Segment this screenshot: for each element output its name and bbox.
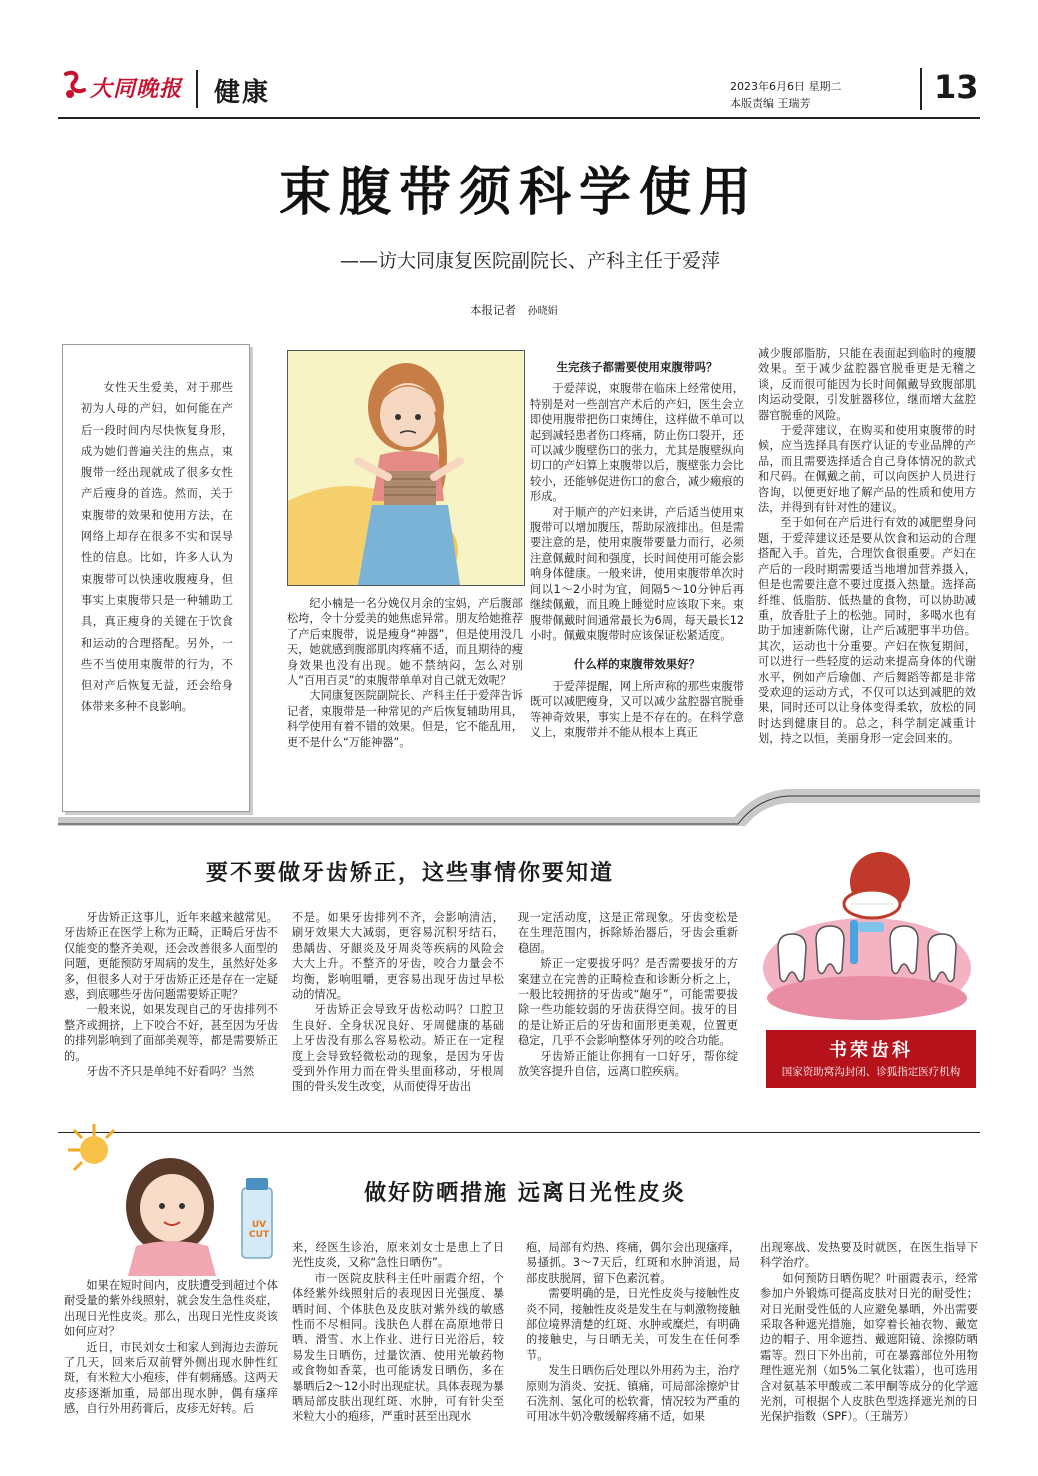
paragraph: 出现寒战、发热要及时就医，在医生指导下科学治疗。 [760, 1241, 978, 1270]
paragraph: 纪小楠是一名分娩仅月余的宝妈，产后腹部松垮，令十分爱美的她焦虑异常。朋友给她推荐了产后束腹带，说是瘦身“神器”，但是使用没几天，她就感到腹部肌肉疼痛不适，而且期待的瘦身效果也没有出现。她不禁纳闷，怎么对别人“百用百灵”的束腹带单单对自己就无效呢？ [287, 597, 523, 688]
section-divider [196, 70, 198, 108]
paragraph: 大同康复医院副院长、产科主任于爱萍告诉记者，束腹带是一种常见的产后恢复辅助用具，科学使用有着不错的效果。但是，它不能乱用，更不是什么“万能神器”。 [287, 689, 523, 749]
paragraph: 来，经医生诊治，原来刘女士是患上了日光性皮炎，又称“急性日晒伤”。 [292, 1241, 504, 1270]
article3-col2 [292, 1240, 504, 1425]
intro-text: 女性天生爱美，对于那些初为人母的产妇，如何能在产后一段时间内尽快恢复身形，成为她们普遍关注的焦点，束腹带一经出现就成了很多女性产后瘦身的首选。然而，关于束腹带的效果和使用方法，在网络上却存在很多不实和误导性的信息。比如，许多人认为束腹带可以快速收腹瘦身，但事实上束腹带只是一种辅助工具，真正瘦身的关键在于饮食和运动的合理搭配。另外，一些不当使用束腹带的行为，不但对产后恢复无益，还会给身体带来多种不良影响。 [81, 381, 233, 714]
dental-illustration [760, 848, 974, 1024]
paragraph: 于爱萍说，束腹带在临床上经常使用，特别是对一些剖宫产术后的产妇，医生会立即使用腹带把伤口束缚住，这样做不单可以起到减轻患者伤口疼痛，防止伤口裂开，还可以减少腹壁伤口的张力，尤其是腹壁纵向切口的产妇算上束腹带以后，腹壁张力会比较小，还能够促进伤口的愈合，减少瘢痕的形成。 [530, 382, 744, 504]
subheading-who-needs: 生完孩子都需要使用束腹带吗？ [556, 360, 718, 374]
paragraph: 矫正一定要拔牙吗？是否需要拔牙的方案建立在完善的正畸检查和诊断分析之上，一般比较拥挤的牙齿或“龅牙”，可能需要拔除一些功能较弱的牙齿获得空间。拔牙的目的是让矫正后的牙齿和面形更美观，位置更稳定，几乎不会影响整体牙列的咬合功能。 [518, 957, 738, 1048]
article1-byline [470, 302, 558, 318]
paragraph: 疱，局部有灼热、疼痛，偶尔会出现瘙痒，易搔抓。3～7天后，红斑和水肿消退，局部皮肤脱屑，留下色素沉着。 [526, 1241, 740, 1285]
subheading-which-works: 什么样的束腹带效果好？ [573, 657, 701, 672]
article3-title: 做好防晒措施 远离日光性皮炎 [364, 1181, 686, 1206]
byline-label: 本报记者 [470, 303, 516, 317]
section-divider-curve [58, 786, 980, 826]
byline-name: 孙晓娟 [527, 306, 558, 317]
paragraph: 对于顺产的产妇来讲，产后适当使用束腹带可以增加腹压，帮助尿液排出。但是需要注意的是，使用束腹带要量力而行，必须注意佩戴时间和强度，长时间使用可能会影响身体健康。一般来讲，使用束腹带单次时间以1～2小时为宜，间隔5～10分钟后再继续佩戴，而且晚上睡觉时应该取下来。束腹带佩戴时间通常最长为6周，每天最长12小时。佩戴束腹带时应该保证松紧适度。 [530, 505, 744, 642]
paragraph: 如果在短时间内，皮肤遭受到超过个体耐受量的紫外线照射，就会发生急性炎症，出现日光性皮炎。那么，出现日光性皮炎该如何应对？ [64, 1279, 278, 1339]
paragraph: 牙齿矫正能让你拥有一口好牙，帮你绽放笑容提升自信，远离口腔疾病。 [518, 1049, 738, 1079]
article3-col1 [64, 1278, 278, 1417]
paragraph: 减少腹部脂肪，只能在表面起到临时的瘦腰效果。至于减少盆腔器官脱垂更是无稽之谈，反而很可能因为长时间佩戴导致腹部肌肉运动受限，引发脏器移位，继而增大盆腔器官脱垂的风险。 [758, 347, 976, 422]
paragraph: 至于如何在产后进行有效的减肥塑身问题，于爱萍建议还是要从饮食和运动的合理搭配入手。首先，合理饮食很重要。产妇在产后的一段时期需要适当地增加营养摄入，但是也需要注意不要过度摄入热量。选择高纤维、低脂肪、低热量的食物，可以协助减重，放香肚子上的松弛。同时，多喝水也有助于加速新陈代谢，让产后减肥事半功倍。其次，运动也十分重要。产妇在恢复期间，可以进行一些轻度的运动来提高身体的代谢水平，例如产后瑜伽、产后舞蹈等都是非常受欢迎的运动方式，不仅可以达到减肥的效果，同时还可以让身体变得柔软，放松的同时达到健康目的。总之，科学制定减重计划，持之以恒，美丽身形一定会回来的。 [758, 516, 976, 746]
paragraph: 牙齿矫正这事儿，近年来越来越常见。牙齿矫正在医学上称为正畸，正畸后牙齿不仅能变的整齐美观，还会改善很多人面型的问题，更能预防牙周病的发生，虽然好处多多，但很多人对于牙齿矫正还是存在一定疑惑，到底哪些牙齿问题需要矫正呢？ [64, 911, 278, 1002]
paragraph: 于爱萍提醒，网上所声称的那些束腹带既可以减肥瘦身，又可以减少盆腔器官脱垂等神奇效果，事实上是不存在的。在科学意义上，束腹带并不能从根本上真正 [530, 679, 744, 739]
article3-col4 [760, 1240, 978, 1425]
paragraph: 牙齿矫正会导致牙齿松动吗？口腔卫生良好、全身状况良好、牙周健康的基础上牙齿没有那么容易松动。矫正在一定程度上会导致轻微松动的现象，是因为牙齿受到外作用力而在骨头里面移动，牙根周围的骨头发生改变，从而使得牙齿出 [292, 1003, 504, 1094]
paragraph: 于爱萍建议，在购买和使用束腹带的时候，应当选择具有医疗认证的专业品牌的产品，而且需要选择适合自己身体情况的款式和尺码。在佩戴之前，可以向医护人员进行咨询，以便更好地了解产品的性质和使用方法，并得到有针对性的建议。 [758, 424, 976, 515]
article2-title: 要不要做牙齿矫正，这些事情你要知道 [205, 861, 614, 886]
masthead [58, 60, 980, 120]
masthead-rule [58, 117, 980, 119]
paragraph: 如何预防日晒伤呢？叶丽霞表示，经常参加户外锻炼可提高皮肤对日光的耐受性；对日光耐受性低的人应避免暴晒，外出需要采取各种遮光措施，如穿着长袖衣物、戴宽边的帽子、用伞遮挡、戴遮阳镜、涂擦防晒霜等。烈日下外出前，可在暴露部位外用物理性遮光剂（如5%二氧化钛霜），也可选用含对氨基苯甲酸或二苯甲酮等成分的化学遮光剂，可根据个人皮肤色型选择遮光剂的日光保护指数（SPF）。（王瑞芳） [760, 1271, 978, 1424]
sunscreen-illustration [60, 1116, 290, 1276]
paragraph: 需要明确的是，日光性皮炎与接触性皮炎不同，接触性皮炎是发生在与刺激物接触部位境界清楚的红斑、水肿或糜烂，有明确的接触史，与日晒无关，可发生在任何季节。 [526, 1287, 740, 1362]
article1-subtitle: ——访大同康复医院副院长、产科主任于爱萍 [339, 250, 720, 272]
issue-date: 2023年6月6日 星期二 [730, 80, 842, 93]
paragraph: 牙齿不齐只是单纯不好看吗？当然 [86, 1065, 255, 1079]
article1-col4 [758, 346, 976, 747]
section-title: 健康 [214, 78, 271, 108]
sunscreen-label: UV CUT [248, 1220, 270, 1240]
woman-with-belly-belt-illustration [288, 351, 524, 585]
intro-box [62, 344, 250, 812]
paragraph: 发生日晒伤后处理以外用药为主，治疗原则为消炎、安抚、镇痛，可局部涂擦炉甘石洗剂、氢化可的松软膏，情况较为严重的可用冰牛奶冷敷缓解疼痛不适，如果 [526, 1364, 740, 1424]
paragraph: 不是。如果牙齿排列不齐，会影响清洁，刷牙效果大大减弱，更容易沉积牙结石，患龋齿、牙龈炎及牙周炎等疾病的风险会大大上升。不整齐的牙齿，咬合力量会不均衡，影响咀嚼，更容易出现牙齿过早松动的情况。 [292, 911, 504, 1002]
article3-col3 [526, 1240, 740, 1425]
paragraph: 近日，市民刘女士和家人到海边去游玩了几天，回来后双前臂外侧出现水肿性红斑，有米粒大小疱疹，伴有刺痛感。这两天皮疹逐渐加重，局部出现水肿，偶有瘙痒感，自行外用药膏后，皮疹无好转。后 [64, 1340, 278, 1416]
article2-col2 [292, 910, 504, 1095]
ad-slogan: 国家资助窝沟封闭、诊狐指定医疗机构 [781, 1066, 961, 1078]
article2-col1 [64, 910, 278, 1079]
paragraph: 一般来说，如果发现自己的牙齿排列不整齐或拥挤，上下咬合不好，甚至因为牙齿的排列影响到了面部美观等，都是需要矫正的。 [64, 1003, 278, 1063]
logo-text: 大同晚报 [90, 76, 183, 102]
paragraph: 现一定活动度，这是正常现象。牙齿变松是在生理范围内，拆除矫治器后，牙齿会重新稳固。 [518, 911, 738, 955]
page-editor: 本版责编 王瑞芳 [730, 97, 811, 110]
article1-title: 束腹带须科学使用 [278, 163, 759, 223]
article1-col3 [530, 356, 744, 740]
paragraph: 市一医院皮肤科主任叶丽霞介绍，个体经紫外线照射后的表现因日光强度、暴晒时间、个体肤色及皮肤对紫外线的敏感性而不尽相同。浅肤色人群在高原地带日晒、滑雪、水上作业、进行日光浴后，较易发生日晒伤，过量饮酒、使用光敏药物或食物如香菜，也可能诱发日晒伤，多在暴晒后2～12小时出现症状。具体表现为暴晒局部皮肤出现红斑、水肿，可有针尖至米粒大小的疱疹，严重时甚至出现水 [292, 1271, 504, 1424]
article1-col2 [287, 596, 523, 750]
illustration-frame [287, 350, 525, 586]
article2-col3 [518, 910, 738, 1079]
page-number-divider [920, 68, 922, 110]
dental-clinic-ad[interactable] [766, 1030, 976, 1088]
ad-clinic-name: 书荣齿科 [829, 1040, 913, 1061]
page-number: 13 [934, 68, 979, 106]
